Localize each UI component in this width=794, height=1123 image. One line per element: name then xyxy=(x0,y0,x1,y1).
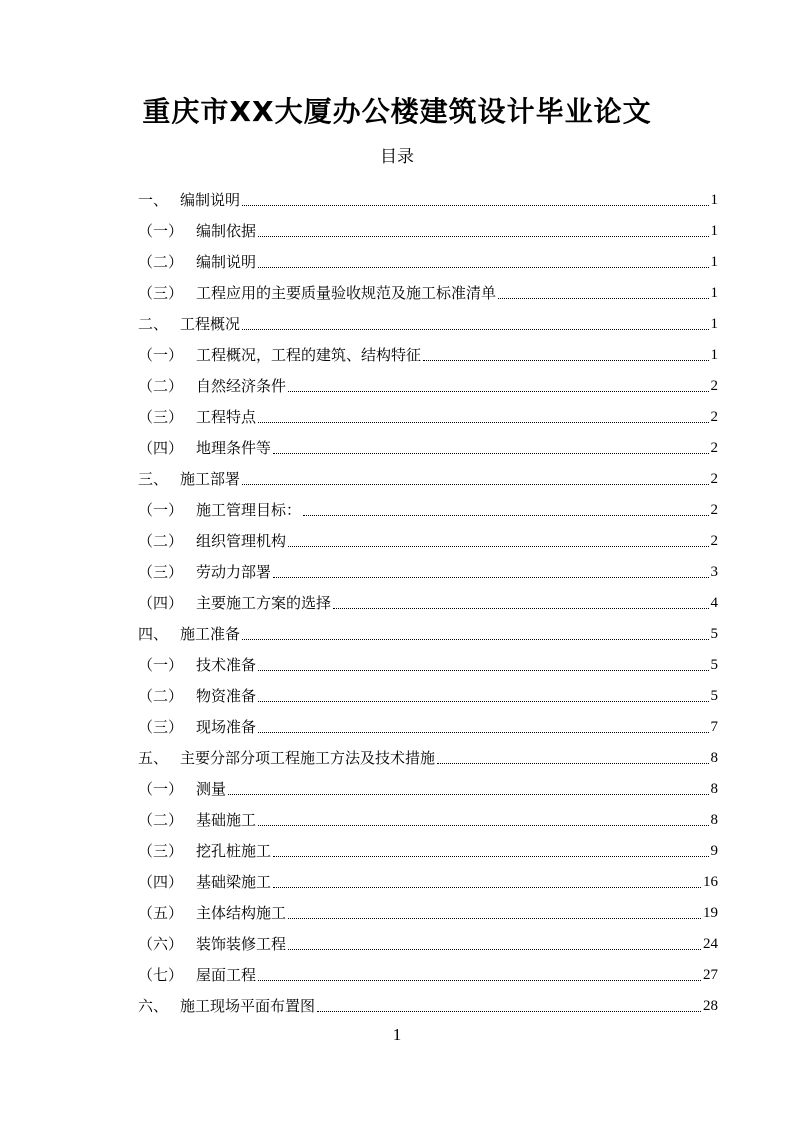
toc-entry-number: （一） xyxy=(138,346,184,364)
toc-entry[interactable] xyxy=(138,613,718,644)
toc-entry-title: 测量 xyxy=(196,780,227,798)
dot-leader xyxy=(258,824,708,826)
toc-entry-title: 编制依据 xyxy=(196,222,257,240)
toc-entry[interactable] xyxy=(138,768,718,799)
toc-entry[interactable] xyxy=(138,737,718,768)
toc-entry-number: （二） xyxy=(138,532,184,550)
dot-leader xyxy=(242,638,708,640)
toc-entry-title: 编制说明 xyxy=(180,191,241,209)
toc-entry-title: 工程概况 xyxy=(180,315,241,333)
toc-entry-number: 五、 xyxy=(138,749,169,767)
toc-entry[interactable] xyxy=(138,892,718,923)
toc-entry-page: 2 xyxy=(710,471,718,487)
toc-entry-number: （四） xyxy=(138,594,184,612)
dot-leader xyxy=(273,855,708,857)
toc-entry-number: 四、 xyxy=(138,625,169,643)
dot-leader xyxy=(288,948,701,950)
dot-leader xyxy=(273,886,701,888)
dot-leader xyxy=(288,545,708,547)
toc-entry-number: 三、 xyxy=(138,470,169,488)
toc-entry-number: （二） xyxy=(138,253,184,271)
toc-entry-title: 主体结构施工 xyxy=(196,904,287,922)
toc-entry[interactable] xyxy=(138,489,718,520)
toc-entry[interactable] xyxy=(138,241,718,272)
toc-entry-page: 1 xyxy=(710,347,718,363)
toc-heading: 目录 xyxy=(380,147,414,167)
toc-entry-number: （一） xyxy=(138,780,184,798)
toc-entry-title: 施工现场平面布置图 xyxy=(180,997,316,1015)
toc-entry-number: （三） xyxy=(138,718,184,736)
toc-entry-title: 技术准备 xyxy=(196,656,257,674)
toc-entry-title: 工程应用的主要质量验收规范及施工标准清单 xyxy=(196,284,497,302)
toc-entry-title: 施工准备 xyxy=(180,625,241,643)
toc-entry-page: 9 xyxy=(710,843,718,859)
toc-entry-page: 8 xyxy=(710,750,718,766)
toc-entry-page: 2 xyxy=(710,378,718,394)
dot-leader xyxy=(242,483,708,485)
dot-leader xyxy=(258,700,708,702)
toc-entry-number: （七） xyxy=(138,966,184,984)
toc-entry-number: （一） xyxy=(138,222,184,240)
toc-entry-title: 装饰装修工程 xyxy=(196,935,287,953)
toc-entry-page: 8 xyxy=(710,812,718,828)
toc-entry-page: 28 xyxy=(703,998,718,1014)
toc-entry[interactable] xyxy=(138,303,718,334)
dot-leader xyxy=(303,514,708,516)
toc-entry-number: （六） xyxy=(138,935,184,953)
toc-entry-number: （四） xyxy=(138,873,184,891)
dot-leader xyxy=(288,390,708,392)
table-of-contents xyxy=(138,179,718,1016)
toc-entry-title: 施工管理目标： xyxy=(196,501,302,519)
toc-entry-title: 地理条件等 xyxy=(196,439,272,457)
toc-entry-page: 16 xyxy=(703,874,718,890)
document-title: 重庆市XX大厦办公楼建筑设计毕业论文 xyxy=(142,95,652,128)
dot-leader xyxy=(258,979,701,981)
toc-entry[interactable] xyxy=(138,520,718,551)
toc-entry-title: 主要分部分项工程施工方法及技术措施 xyxy=(180,749,436,767)
dot-leader xyxy=(258,669,708,671)
toc-entry-page: 2 xyxy=(710,533,718,549)
toc-entry-title: 工程特点 xyxy=(196,408,257,426)
toc-entry[interactable] xyxy=(138,644,718,675)
toc-entry[interactable] xyxy=(138,179,718,210)
toc-entry-page: 19 xyxy=(703,905,718,921)
toc-entry-number: 二、 xyxy=(138,315,169,333)
toc-entry[interactable] xyxy=(138,551,718,582)
toc-entry[interactable] xyxy=(138,396,718,427)
toc-entry-title: 屋面工程 xyxy=(196,966,257,984)
toc-entry-page: 2 xyxy=(710,409,718,425)
dot-leader xyxy=(258,266,708,268)
toc-entry-title: 现场准备 xyxy=(196,718,257,736)
toc-entry-page: 5 xyxy=(710,688,718,704)
toc-entry-page: 5 xyxy=(710,626,718,642)
toc-entry-number: （三） xyxy=(138,408,184,426)
dot-leader xyxy=(242,204,708,206)
toc-entry-number: （一） xyxy=(138,501,184,519)
toc-entry-number: （四） xyxy=(138,439,184,457)
toc-entry-number: （一） xyxy=(138,656,184,674)
toc-entry[interactable] xyxy=(138,954,718,985)
toc-entry-number: （三） xyxy=(138,842,184,860)
toc-entry-number: （二） xyxy=(138,811,184,829)
toc-entry[interactable] xyxy=(138,675,718,706)
toc-entry[interactable] xyxy=(138,334,718,365)
toc-entry-page: 27 xyxy=(703,967,718,983)
toc-entry[interactable] xyxy=(138,272,718,303)
toc-entry-number: （三） xyxy=(138,563,184,581)
toc-entry-page: 2 xyxy=(710,440,718,456)
toc-entry[interactable] xyxy=(138,210,718,241)
dot-leader xyxy=(423,359,708,361)
dot-leader xyxy=(288,917,701,919)
toc-entry-title: 编制说明 xyxy=(196,253,257,271)
toc-entry-title: 工程概况，工程的建筑、结构特征 xyxy=(196,346,422,364)
dot-leader xyxy=(242,328,708,330)
toc-entry-page: 4 xyxy=(710,595,718,611)
toc-entry-page: 1 xyxy=(710,285,718,301)
dot-leader xyxy=(498,297,708,299)
toc-entry[interactable] xyxy=(138,923,718,954)
dot-leader xyxy=(258,235,708,237)
toc-entry-title: 施工部署 xyxy=(180,470,241,488)
toc-entry-page: 1 xyxy=(710,192,718,208)
toc-entry-number: （五） xyxy=(138,904,184,922)
dot-leader xyxy=(317,1010,701,1012)
toc-entry-title: 基础施工 xyxy=(196,811,257,829)
toc-entry-title: 自然经济条件 xyxy=(196,377,287,395)
dot-leader xyxy=(273,576,708,578)
dot-leader xyxy=(333,607,708,609)
toc-entry[interactable] xyxy=(138,985,718,1016)
toc-entry-title: 物资准备 xyxy=(196,687,257,705)
page-number: 1 xyxy=(392,1025,402,1044)
dot-leader xyxy=(273,452,708,454)
toc-entry-page: 1 xyxy=(710,254,718,270)
toc-entry[interactable] xyxy=(138,365,718,396)
toc-entry-page: 1 xyxy=(710,316,718,332)
toc-entry[interactable] xyxy=(138,706,718,737)
toc-entry-page: 5 xyxy=(710,657,718,673)
dot-leader xyxy=(437,762,708,764)
toc-entry-page: 7 xyxy=(710,719,718,735)
toc-entry[interactable] xyxy=(138,582,718,613)
dot-leader xyxy=(258,421,708,423)
toc-entry-title: 主要施工方案的选择 xyxy=(196,594,332,612)
toc-entry-number: （二） xyxy=(138,377,184,395)
toc-entry[interactable] xyxy=(138,458,718,489)
toc-entry-page: 8 xyxy=(710,781,718,797)
toc-entry-number: 一、 xyxy=(138,191,169,209)
toc-entry-title: 挖孔桩施工 xyxy=(196,842,272,860)
toc-entry-title: 劳动力部署 xyxy=(196,563,272,581)
toc-entry[interactable] xyxy=(138,861,718,892)
toc-entry-title: 基础梁施工 xyxy=(196,873,272,891)
toc-entry-title: 组织管理机构 xyxy=(196,532,287,550)
toc-entry-number: （二） xyxy=(138,687,184,705)
toc-entry[interactable] xyxy=(138,427,718,458)
toc-entry-page: 1 xyxy=(710,223,718,239)
toc-entry[interactable] xyxy=(138,799,718,830)
toc-entry-number: 六、 xyxy=(138,997,169,1015)
toc-entry-page: 3 xyxy=(710,564,718,580)
toc-entry-number: （三） xyxy=(138,284,184,302)
toc-entry[interactable] xyxy=(138,830,718,861)
dot-leader xyxy=(258,731,708,733)
toc-entry-page: 2 xyxy=(710,502,718,518)
toc-entry-page: 24 xyxy=(703,936,718,952)
dot-leader xyxy=(228,793,708,795)
